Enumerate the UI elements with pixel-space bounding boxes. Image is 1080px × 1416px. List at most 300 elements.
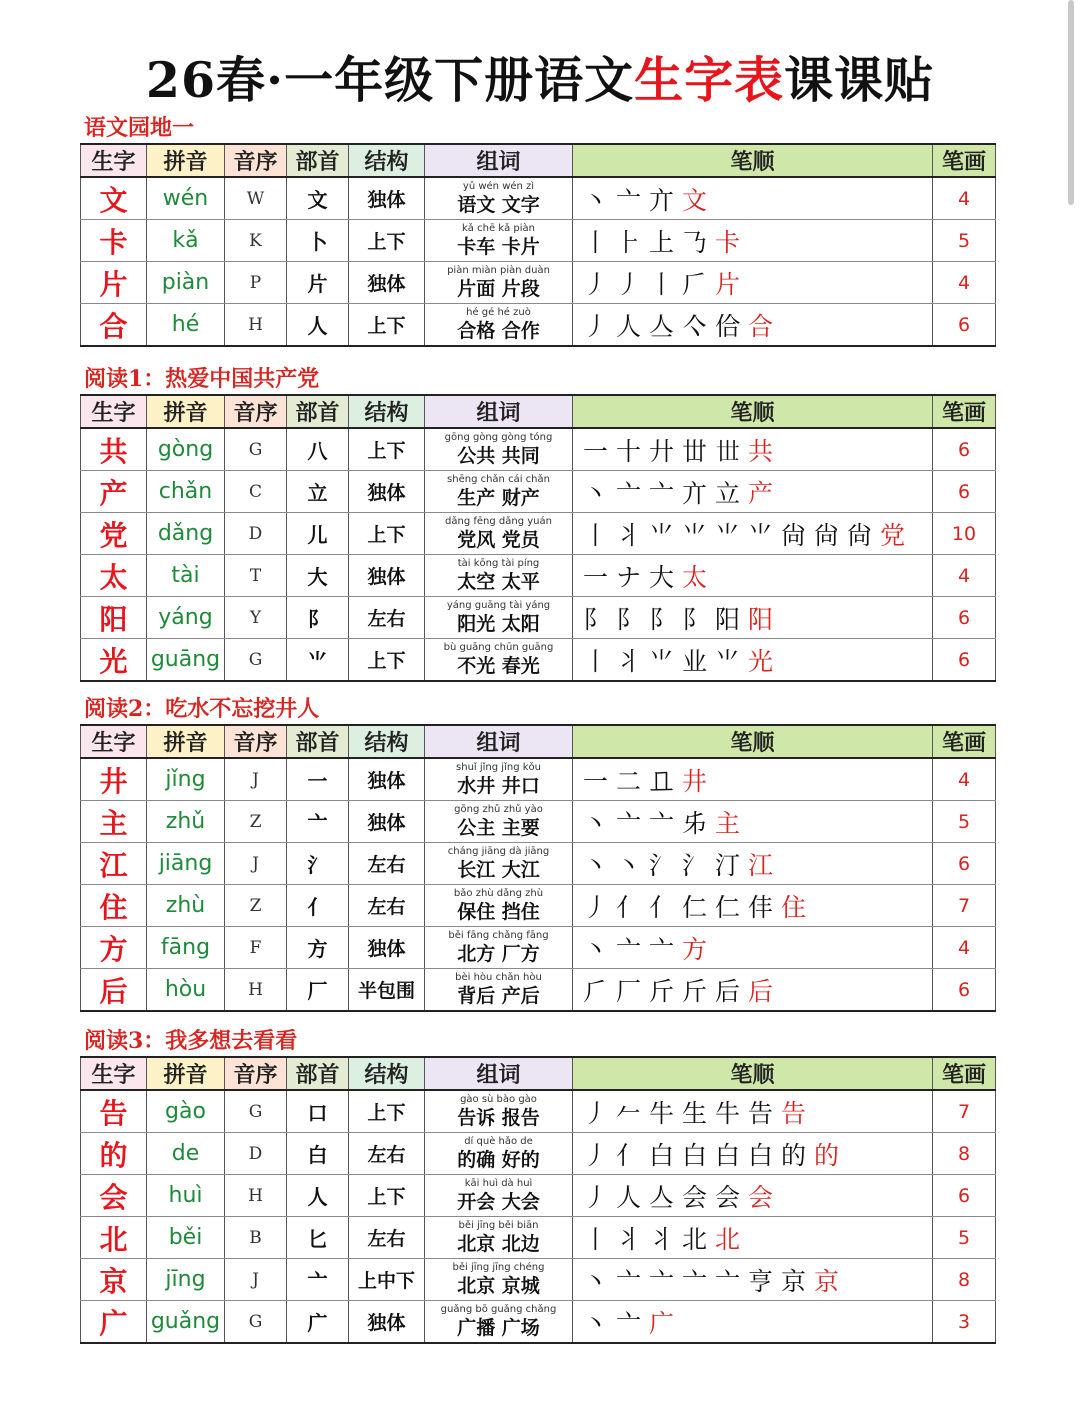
- stroke-steps: 丨丬丬北: [583, 1224, 716, 1254]
- cell-stroke-order: [573, 1217, 933, 1259]
- cell-radical: 片: [287, 262, 349, 304]
- cell-structure: 上下: [349, 1090, 425, 1133]
- cell-stroke-order: [573, 1133, 933, 1175]
- cell-structure: 左右: [349, 597, 425, 639]
- header-words: 组词: [425, 725, 573, 758]
- cell-structure: 独体: [349, 927, 425, 969]
- cell-pinyin: chǎn: [147, 471, 225, 513]
- words-text: 开会 大会: [457, 1191, 540, 1213]
- words-text: 不光 春光: [457, 655, 540, 677]
- cell-pinyin: gào: [147, 1090, 225, 1133]
- header-pinyin: 拼音: [147, 395, 225, 428]
- cell-character: 会: [81, 1175, 147, 1217]
- stroke-final: 片: [715, 269, 749, 299]
- cell-stroke-count: 6: [933, 471, 996, 513]
- cell-stroke-order: [573, 177, 933, 220]
- cell-words: [425, 597, 573, 639]
- stroke-steps: 一十廾丗𠀍: [583, 436, 749, 466]
- cell-structure: 上下: [349, 1175, 425, 1217]
- header-char: 生字: [81, 395, 147, 428]
- cell-character: 京: [81, 1259, 147, 1301]
- cell-stroke-count: 4: [933, 927, 996, 969]
- words-pinyin: shuǐ jǐng jǐng kǒu: [456, 762, 541, 773]
- header-pinyin: 拼音: [147, 725, 225, 758]
- cell-stroke-order: [573, 843, 933, 885]
- section-title: 阅读2：吃水不忘挖井人: [84, 696, 320, 722]
- cell-words: [425, 220, 573, 262]
- cell-words: [425, 177, 573, 220]
- header-strokes: 笔顺: [573, 395, 933, 428]
- cell-stroke-count: 6: [933, 639, 996, 682]
- cell-radical: 亻: [287, 885, 349, 927]
- table-row: [81, 1301, 996, 1344]
- words-pinyin: běi fāng chǎng fāng: [448, 930, 549, 941]
- cell-stroke-order: [573, 1090, 933, 1133]
- cell-stroke-order: [573, 513, 933, 555]
- words-pinyin: piàn miàn piàn duàn: [447, 265, 550, 276]
- header-count: 笔画: [933, 144, 996, 177]
- words-pinyin: bèi hòu chǎn hòu: [455, 972, 542, 983]
- cell-words: [425, 304, 573, 347]
- words-text: 告诉 报告: [457, 1107, 540, 1129]
- header-radical: 部首: [287, 725, 349, 758]
- cell-words: [425, 1090, 573, 1133]
- cell-radical: 氵: [287, 843, 349, 885]
- cell-stroke-count: 4: [933, 758, 996, 801]
- cell-structure: 上下: [349, 220, 425, 262]
- cell-stroke-order: [573, 801, 933, 843]
- header-pinyin: 拼音: [147, 1057, 225, 1090]
- cell-character: 党: [81, 513, 147, 555]
- words-text: 北方 厂方: [457, 943, 540, 965]
- character-table: [80, 394, 996, 682]
- words-text: 太空 太平: [457, 571, 540, 593]
- cell-phonetic-order: Y: [225, 597, 287, 639]
- table-row: [81, 1175, 996, 1217]
- cell-phonetic-order: F: [225, 927, 287, 969]
- lesson-section: [80, 113, 995, 347]
- cell-structure: 上下: [349, 304, 425, 347]
- stroke-steps: 丶亠亠𠂔: [583, 808, 716, 838]
- cell-character: 产: [81, 471, 147, 513]
- table-row: [81, 428, 996, 471]
- stroke-final: 共: [748, 436, 782, 466]
- stroke-final: 阳: [748, 604, 782, 634]
- stroke-final: 卡: [715, 227, 749, 257]
- cell-words: [425, 801, 573, 843]
- cell-stroke-count: 7: [933, 885, 996, 927]
- stroke-final: 广: [649, 1308, 683, 1338]
- cell-phonetic-order: K: [225, 220, 287, 262]
- table-row: [81, 1217, 996, 1259]
- words-pinyin: běi jīng jīng chéng: [452, 1262, 545, 1273]
- stroke-final: 会: [748, 1182, 782, 1212]
- cell-radical: 广: [287, 1301, 349, 1344]
- cell-radical: 大: [287, 555, 349, 597]
- stroke-final: 告: [781, 1098, 815, 1128]
- title-part-2: 课课贴: [784, 51, 935, 109]
- table-row: [81, 843, 996, 885]
- cell-pinyin: de: [147, 1133, 225, 1175]
- cell-phonetic-order: P: [225, 262, 287, 304]
- cell-radical: 立: [287, 471, 349, 513]
- header-structure: 结构: [349, 725, 425, 758]
- table-row: [81, 471, 996, 513]
- words-pinyin: běi jīng běi biān: [458, 1220, 539, 1231]
- cell-radical: 厂: [287, 969, 349, 1012]
- words-text: 语文 文字: [457, 194, 540, 216]
- words-pinyin: dǎng fēng dǎng yuán: [445, 516, 552, 527]
- words-text: 片面 片段: [457, 278, 540, 300]
- table-row: [81, 555, 996, 597]
- cell-character: 合: [81, 304, 147, 347]
- words-pinyin: dí què hǎo de: [464, 1136, 533, 1147]
- stroke-final: 太: [682, 562, 716, 592]
- page-title: [0, 46, 1080, 114]
- character-table: [80, 724, 996, 1012]
- cell-character: 主: [81, 801, 147, 843]
- stroke-final: 产: [748, 478, 782, 508]
- cell-character: 光: [81, 639, 147, 682]
- stroke-steps: 丿人亼亽佮: [583, 311, 749, 341]
- cell-stroke-count: 10: [933, 513, 996, 555]
- stroke-steps: 丨丬⺌⺌⺌⺌尙尙尙: [583, 520, 881, 550]
- cell-pinyin: zhǔ: [147, 801, 225, 843]
- cell-stroke-order: [573, 304, 933, 347]
- stroke-steps: 丶亠: [583, 1308, 650, 1338]
- cell-phonetic-order: D: [225, 1133, 287, 1175]
- cell-stroke-count: 5: [933, 220, 996, 262]
- cell-pinyin: jīng: [147, 1259, 225, 1301]
- words-text: 卡车 卡片: [457, 236, 540, 258]
- cell-words: [425, 758, 573, 801]
- words-pinyin: cháng jiāng dà jiāng: [447, 846, 550, 857]
- words-text: 公主 主要: [457, 817, 540, 839]
- stroke-steps: 丶亠亠亣立: [583, 478, 749, 508]
- words-pinyin: yǔ wén wén zì: [462, 181, 535, 192]
- stroke-final: 住: [781, 892, 815, 922]
- header-strokes: 笔顺: [573, 725, 933, 758]
- cell-character: 广: [81, 1301, 147, 1344]
- cell-structure: 上下: [349, 428, 425, 471]
- words-text: 广播 广场: [457, 1317, 540, 1339]
- table-row: [81, 220, 996, 262]
- cell-radical: 文: [287, 177, 349, 220]
- cell-stroke-count: 6: [933, 597, 996, 639]
- words-pinyin: bǎo zhù dǎng zhù: [453, 888, 544, 899]
- stroke-steps: 丶亠亠: [583, 934, 683, 964]
- header-strokes: 笔顺: [573, 1057, 933, 1090]
- words-pinyin: hé gé hé zuò: [466, 307, 531, 318]
- cell-phonetic-order: W: [225, 177, 287, 220]
- cell-radical: ⺌: [287, 639, 349, 682]
- cell-structure: 上下: [349, 513, 425, 555]
- cell-stroke-count: 4: [933, 262, 996, 304]
- header-char: 生字: [81, 144, 147, 177]
- cell-pinyin: zhù: [147, 885, 225, 927]
- cell-phonetic-order: C: [225, 471, 287, 513]
- words-pinyin: guǎng bō guǎng chǎng: [440, 1304, 557, 1315]
- cell-character: 片: [81, 262, 147, 304]
- cell-stroke-order: [573, 262, 933, 304]
- cell-character: 卡: [81, 220, 147, 262]
- cell-character: 告: [81, 1090, 147, 1133]
- cell-phonetic-order: D: [225, 513, 287, 555]
- cell-stroke-order: [573, 758, 933, 801]
- header-strokes: 笔顺: [573, 144, 933, 177]
- cell-character: 太: [81, 555, 147, 597]
- cell-words: [425, 843, 573, 885]
- words-text: 水井 井口: [457, 775, 540, 797]
- table-row: [81, 513, 996, 555]
- table-row: [81, 1090, 996, 1133]
- stroke-final: 党: [880, 520, 914, 550]
- cell-radical: 一: [287, 758, 349, 801]
- table-row: [81, 597, 996, 639]
- header-radical: 部首: [287, 144, 349, 177]
- cell-character: 江: [81, 843, 147, 885]
- words-text: 北京 北边: [457, 1233, 540, 1255]
- cell-stroke-order: [573, 927, 933, 969]
- words-text: 合格 合作: [457, 320, 540, 342]
- table-row: [81, 177, 996, 220]
- cell-phonetic-order: J: [225, 1259, 287, 1301]
- cell-structure: 独体: [349, 555, 425, 597]
- table-header-row: [81, 395, 996, 428]
- cell-stroke-count: 6: [933, 969, 996, 1012]
- header-words: 组词: [425, 1057, 573, 1090]
- stroke-steps: 丨丬⺌业⺌: [583, 646, 749, 676]
- table-row: [81, 304, 996, 347]
- words-text: 北京 京城: [457, 1275, 540, 1297]
- cell-pinyin: yáng: [147, 597, 225, 639]
- header-structure: 结构: [349, 1057, 425, 1090]
- cell-radical: 口: [287, 1090, 349, 1133]
- stroke-steps: 丿亻亻仁仁仹: [583, 892, 782, 922]
- title-part-1: 26春·一年级下册语文: [145, 51, 635, 109]
- header-structure: 结构: [349, 395, 425, 428]
- cell-pinyin: guǎng: [147, 1301, 225, 1344]
- cell-radical: 人: [287, 304, 349, 347]
- cell-radical: 白: [287, 1133, 349, 1175]
- words-text: 长江 大江: [457, 859, 540, 881]
- words-pinyin: kāi huì dà huì: [464, 1178, 533, 1189]
- cell-structure: 左右: [349, 1133, 425, 1175]
- table-header-row: [81, 725, 996, 758]
- cell-structure: 独体: [349, 758, 425, 801]
- words-pinyin: kǎ chē kǎ piàn: [462, 223, 535, 234]
- cell-structure: 独体: [349, 177, 425, 220]
- cell-stroke-order: [573, 555, 933, 597]
- cell-stroke-count: 5: [933, 801, 996, 843]
- cell-pinyin: tài: [147, 555, 225, 597]
- stroke-final: 文: [682, 185, 716, 215]
- cell-words: [425, 262, 573, 304]
- cell-structure: 上中下: [349, 1259, 425, 1301]
- cell-character: 的: [81, 1133, 147, 1175]
- cell-radical: 方: [287, 927, 349, 969]
- cell-phonetic-order: B: [225, 1217, 287, 1259]
- cell-character: 住: [81, 885, 147, 927]
- cell-pinyin: piàn: [147, 262, 225, 304]
- section-title: 语文园地一: [84, 115, 195, 141]
- cell-words: [425, 1259, 573, 1301]
- stroke-steps: 阝阝阝阝阳: [583, 604, 749, 634]
- header-pinyin: 拼音: [147, 144, 225, 177]
- stroke-steps: 一ナ大: [583, 562, 683, 592]
- stroke-steps: 丶亠亣: [583, 185, 683, 215]
- cell-stroke-count: 3: [933, 1301, 996, 1344]
- lesson-section: [80, 1026, 995, 1344]
- cell-phonetic-order: J: [225, 758, 287, 801]
- cell-radical: 亠: [287, 801, 349, 843]
- cell-stroke-count: 8: [933, 1133, 996, 1175]
- cell-radical: 八: [287, 428, 349, 471]
- stroke-steps: 一二𠀃: [583, 766, 683, 796]
- header-count: 笔画: [933, 725, 996, 758]
- cell-words: [425, 513, 573, 555]
- stroke-final: 主: [715, 808, 749, 838]
- cell-stroke-order: [573, 969, 933, 1012]
- cell-words: [425, 1217, 573, 1259]
- cell-structure: 左右: [349, 885, 425, 927]
- cell-structure: 左右: [349, 1217, 425, 1259]
- cell-stroke-count: 4: [933, 555, 996, 597]
- cell-pinyin: gòng: [147, 428, 225, 471]
- cell-character: 阳: [81, 597, 147, 639]
- cell-stroke-count: 6: [933, 1175, 996, 1217]
- cell-phonetic-order: Z: [225, 885, 287, 927]
- cell-phonetic-order: H: [225, 304, 287, 347]
- words-pinyin: tài kōng tài píng: [457, 558, 540, 569]
- cell-character: 共: [81, 428, 147, 471]
- cell-radical: 阝: [287, 597, 349, 639]
- table-row: [81, 969, 996, 1012]
- cell-stroke-count: 6: [933, 428, 996, 471]
- cell-structure: 独体: [349, 1301, 425, 1344]
- cell-phonetic-order: T: [225, 555, 287, 597]
- table-row: [81, 262, 996, 304]
- cell-phonetic-order: G: [225, 428, 287, 471]
- words-pinyin: bù guāng chūn guāng: [443, 642, 554, 653]
- cell-structure: 独体: [349, 471, 425, 513]
- words-text: 的确 好的: [457, 1149, 540, 1171]
- words-text: 阳光 太阳: [457, 613, 540, 635]
- cell-pinyin: fāng: [147, 927, 225, 969]
- stroke-final: 合: [748, 311, 782, 341]
- stroke-final: 方: [682, 934, 716, 964]
- cell-words: [425, 639, 573, 682]
- cell-character: 方: [81, 927, 147, 969]
- words-pinyin: gōng zhǔ zhǔ yào: [454, 804, 543, 815]
- words-text: 党风 党员: [457, 529, 540, 551]
- cell-radical: 人: [287, 1175, 349, 1217]
- cell-pinyin: hòu: [147, 969, 225, 1012]
- character-table: [80, 143, 996, 347]
- table-row: [81, 639, 996, 682]
- section-title: 阅读3：我多想去看看: [84, 1028, 298, 1054]
- header-order: 音序: [225, 144, 287, 177]
- section-title: 阅读1：热爱中国共产党: [84, 366, 320, 392]
- cell-stroke-order: [573, 1301, 933, 1344]
- header-count: 笔画: [933, 1057, 996, 1090]
- cell-stroke-count: 6: [933, 843, 996, 885]
- header-words: 组词: [425, 144, 573, 177]
- cell-phonetic-order: G: [225, 639, 287, 682]
- title-part-highlight: 生字表: [634, 51, 785, 109]
- cell-phonetic-order: H: [225, 1175, 287, 1217]
- table-row: [81, 1259, 996, 1301]
- cell-words: [425, 471, 573, 513]
- cell-phonetic-order: H: [225, 969, 287, 1012]
- stroke-steps: 丶丶氵氵汀: [583, 850, 749, 880]
- stroke-steps: 丨⺊上𠄎: [583, 227, 716, 257]
- cell-words: [425, 969, 573, 1012]
- stroke-final: 江: [748, 850, 782, 880]
- stroke-steps: 丿人亼会会: [583, 1182, 749, 1212]
- cell-stroke-order: [573, 639, 933, 682]
- cell-stroke-order: [573, 428, 933, 471]
- cell-words: [425, 885, 573, 927]
- table-row: [81, 927, 996, 969]
- header-order: 音序: [225, 725, 287, 758]
- stroke-steps: 丿丿⼁𠂆: [583, 269, 716, 299]
- table-row: [81, 801, 996, 843]
- cell-character: 北: [81, 1217, 147, 1259]
- cell-stroke-count: 5: [933, 1217, 996, 1259]
- cell-structure: 独体: [349, 262, 425, 304]
- cell-words: [425, 1133, 573, 1175]
- cell-radical: 儿: [287, 513, 349, 555]
- cell-stroke-order: [573, 1259, 933, 1301]
- cell-pinyin: guāng: [147, 639, 225, 682]
- table-header-row: [81, 144, 996, 177]
- lesson-section: [80, 694, 995, 1012]
- cell-pinyin: běi: [147, 1217, 225, 1259]
- table-row: [81, 758, 996, 801]
- cell-words: [425, 428, 573, 471]
- lesson-section: [80, 364, 995, 682]
- cell-words: [425, 1301, 573, 1344]
- stroke-final: 京: [814, 1266, 848, 1296]
- header-radical: 部首: [287, 395, 349, 428]
- cell-pinyin: jǐng: [147, 758, 225, 801]
- header-structure: 结构: [349, 144, 425, 177]
- cell-stroke-order: [573, 220, 933, 262]
- cell-phonetic-order: J: [225, 843, 287, 885]
- words-text: 生产 财产: [457, 487, 540, 509]
- stroke-final: 北: [715, 1224, 749, 1254]
- cell-stroke-count: 6: [933, 304, 996, 347]
- cell-stroke-count: 8: [933, 1259, 996, 1301]
- words-pinyin: gào sù bào gào: [460, 1094, 537, 1105]
- cell-structure: 左右: [349, 843, 425, 885]
- header-count: 笔画: [933, 395, 996, 428]
- stroke-steps: 丿𠂉牛生牛告: [583, 1098, 782, 1128]
- words-pinyin: yáng guāng tài yáng: [446, 600, 551, 611]
- stroke-final: 后: [748, 976, 782, 1006]
- table-row: [81, 885, 996, 927]
- cell-structure: 独体: [349, 801, 425, 843]
- cell-words: [425, 927, 573, 969]
- cell-phonetic-order: Z: [225, 801, 287, 843]
- cell-stroke-order: [573, 471, 933, 513]
- header-order: 音序: [225, 395, 287, 428]
- header-radical: 部首: [287, 1057, 349, 1090]
- stroke-final: 井: [682, 766, 716, 796]
- cell-character: 井: [81, 758, 147, 801]
- cell-structure: 半包围: [349, 969, 425, 1012]
